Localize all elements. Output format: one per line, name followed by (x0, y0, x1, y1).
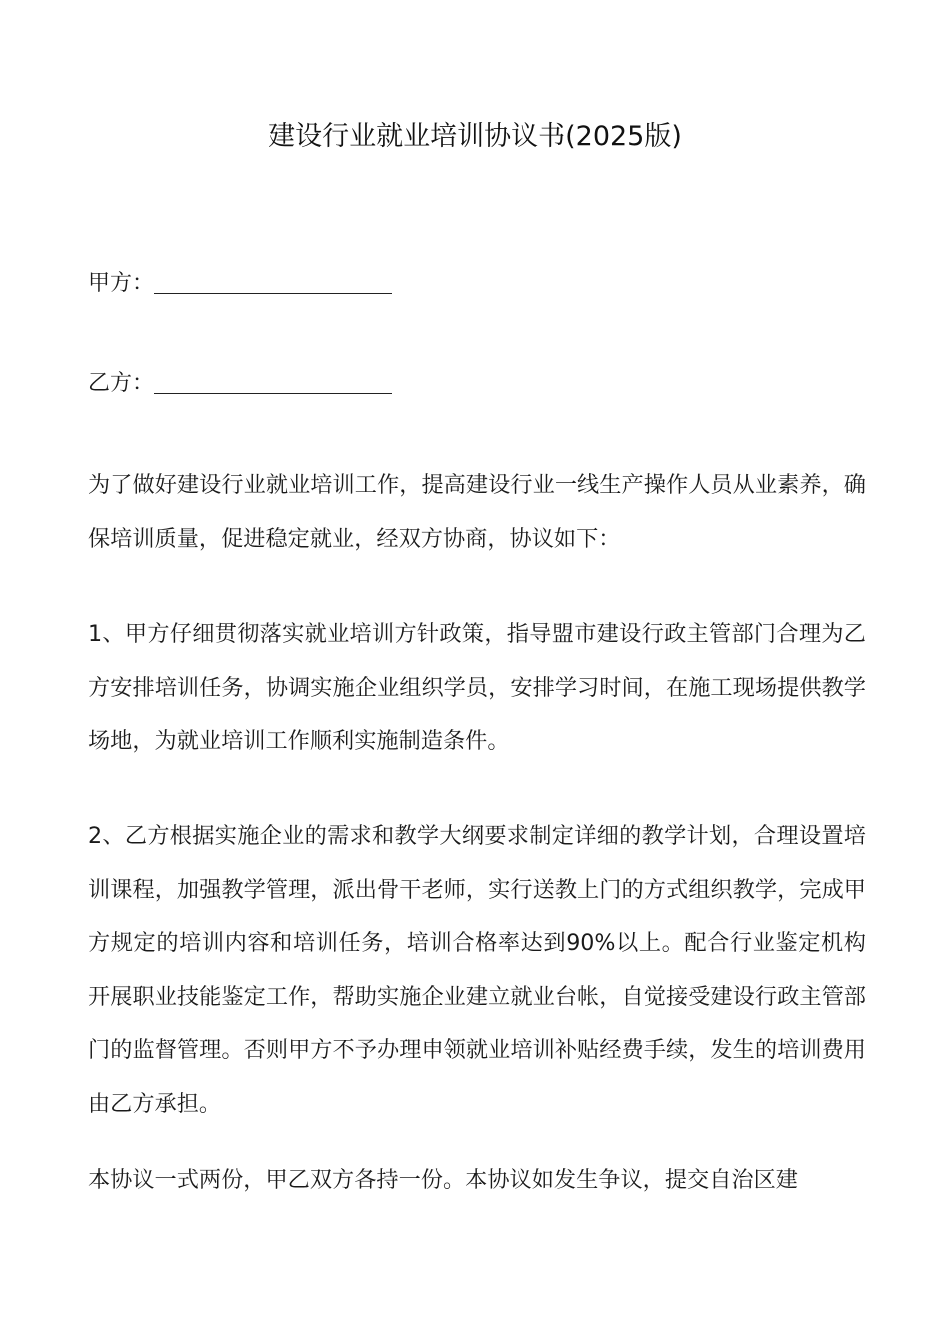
closing-paragraph: 本协议一式两份，甲乙双方各持一份。本协议如发生争议，提交自治区建 (88, 1167, 798, 1193)
party-b-blank (154, 369, 392, 394)
party-a-blank (154, 269, 392, 294)
party-b-label: 乙方： (88, 371, 155, 396)
party-a-label: 甲方： (88, 271, 155, 296)
party-b-line (88, 366, 392, 402)
clause-2-paragraph: 2、乙方根据实施企业的需求和教学大纲要求制定详细的教学计划，合理设置培训课程，加强教学管理，派出骨干老师，实行送教上门的方式组织教学，完成甲方规定的培训内容和培训任务，培训合格率达到90%以上。配合行业鉴定机构开展职业技能鉴定工作，帮助实施企业建立就业台帐，自觉接受建设行政主管部门的监督管理。否则甲方不予办理申领就业培训补贴经费手续，发生的培训费用由乙方承担。 (88, 823, 866, 1117)
document-title: 建设行业就业培训协议书(2025版) (268, 121, 682, 152)
party-a-line (88, 266, 392, 302)
intro-paragraph: 为了做好建设行业就业培训工作，提高建设行业一线生产操作人员从业素养，确保培训质量，促进稳定就业，经双方协商，协议如下： (88, 472, 866, 552)
clause-1-paragraph: 1、甲方仔细贯彻落实就业培训方针政策，指导盟市建设行政主管部门合理为乙方安排培训任务，协调实施企业组织学员，安排学习时间，在施工现场提供教学场地，为就业培训工作顺利实施制造条件。 (88, 621, 866, 754)
